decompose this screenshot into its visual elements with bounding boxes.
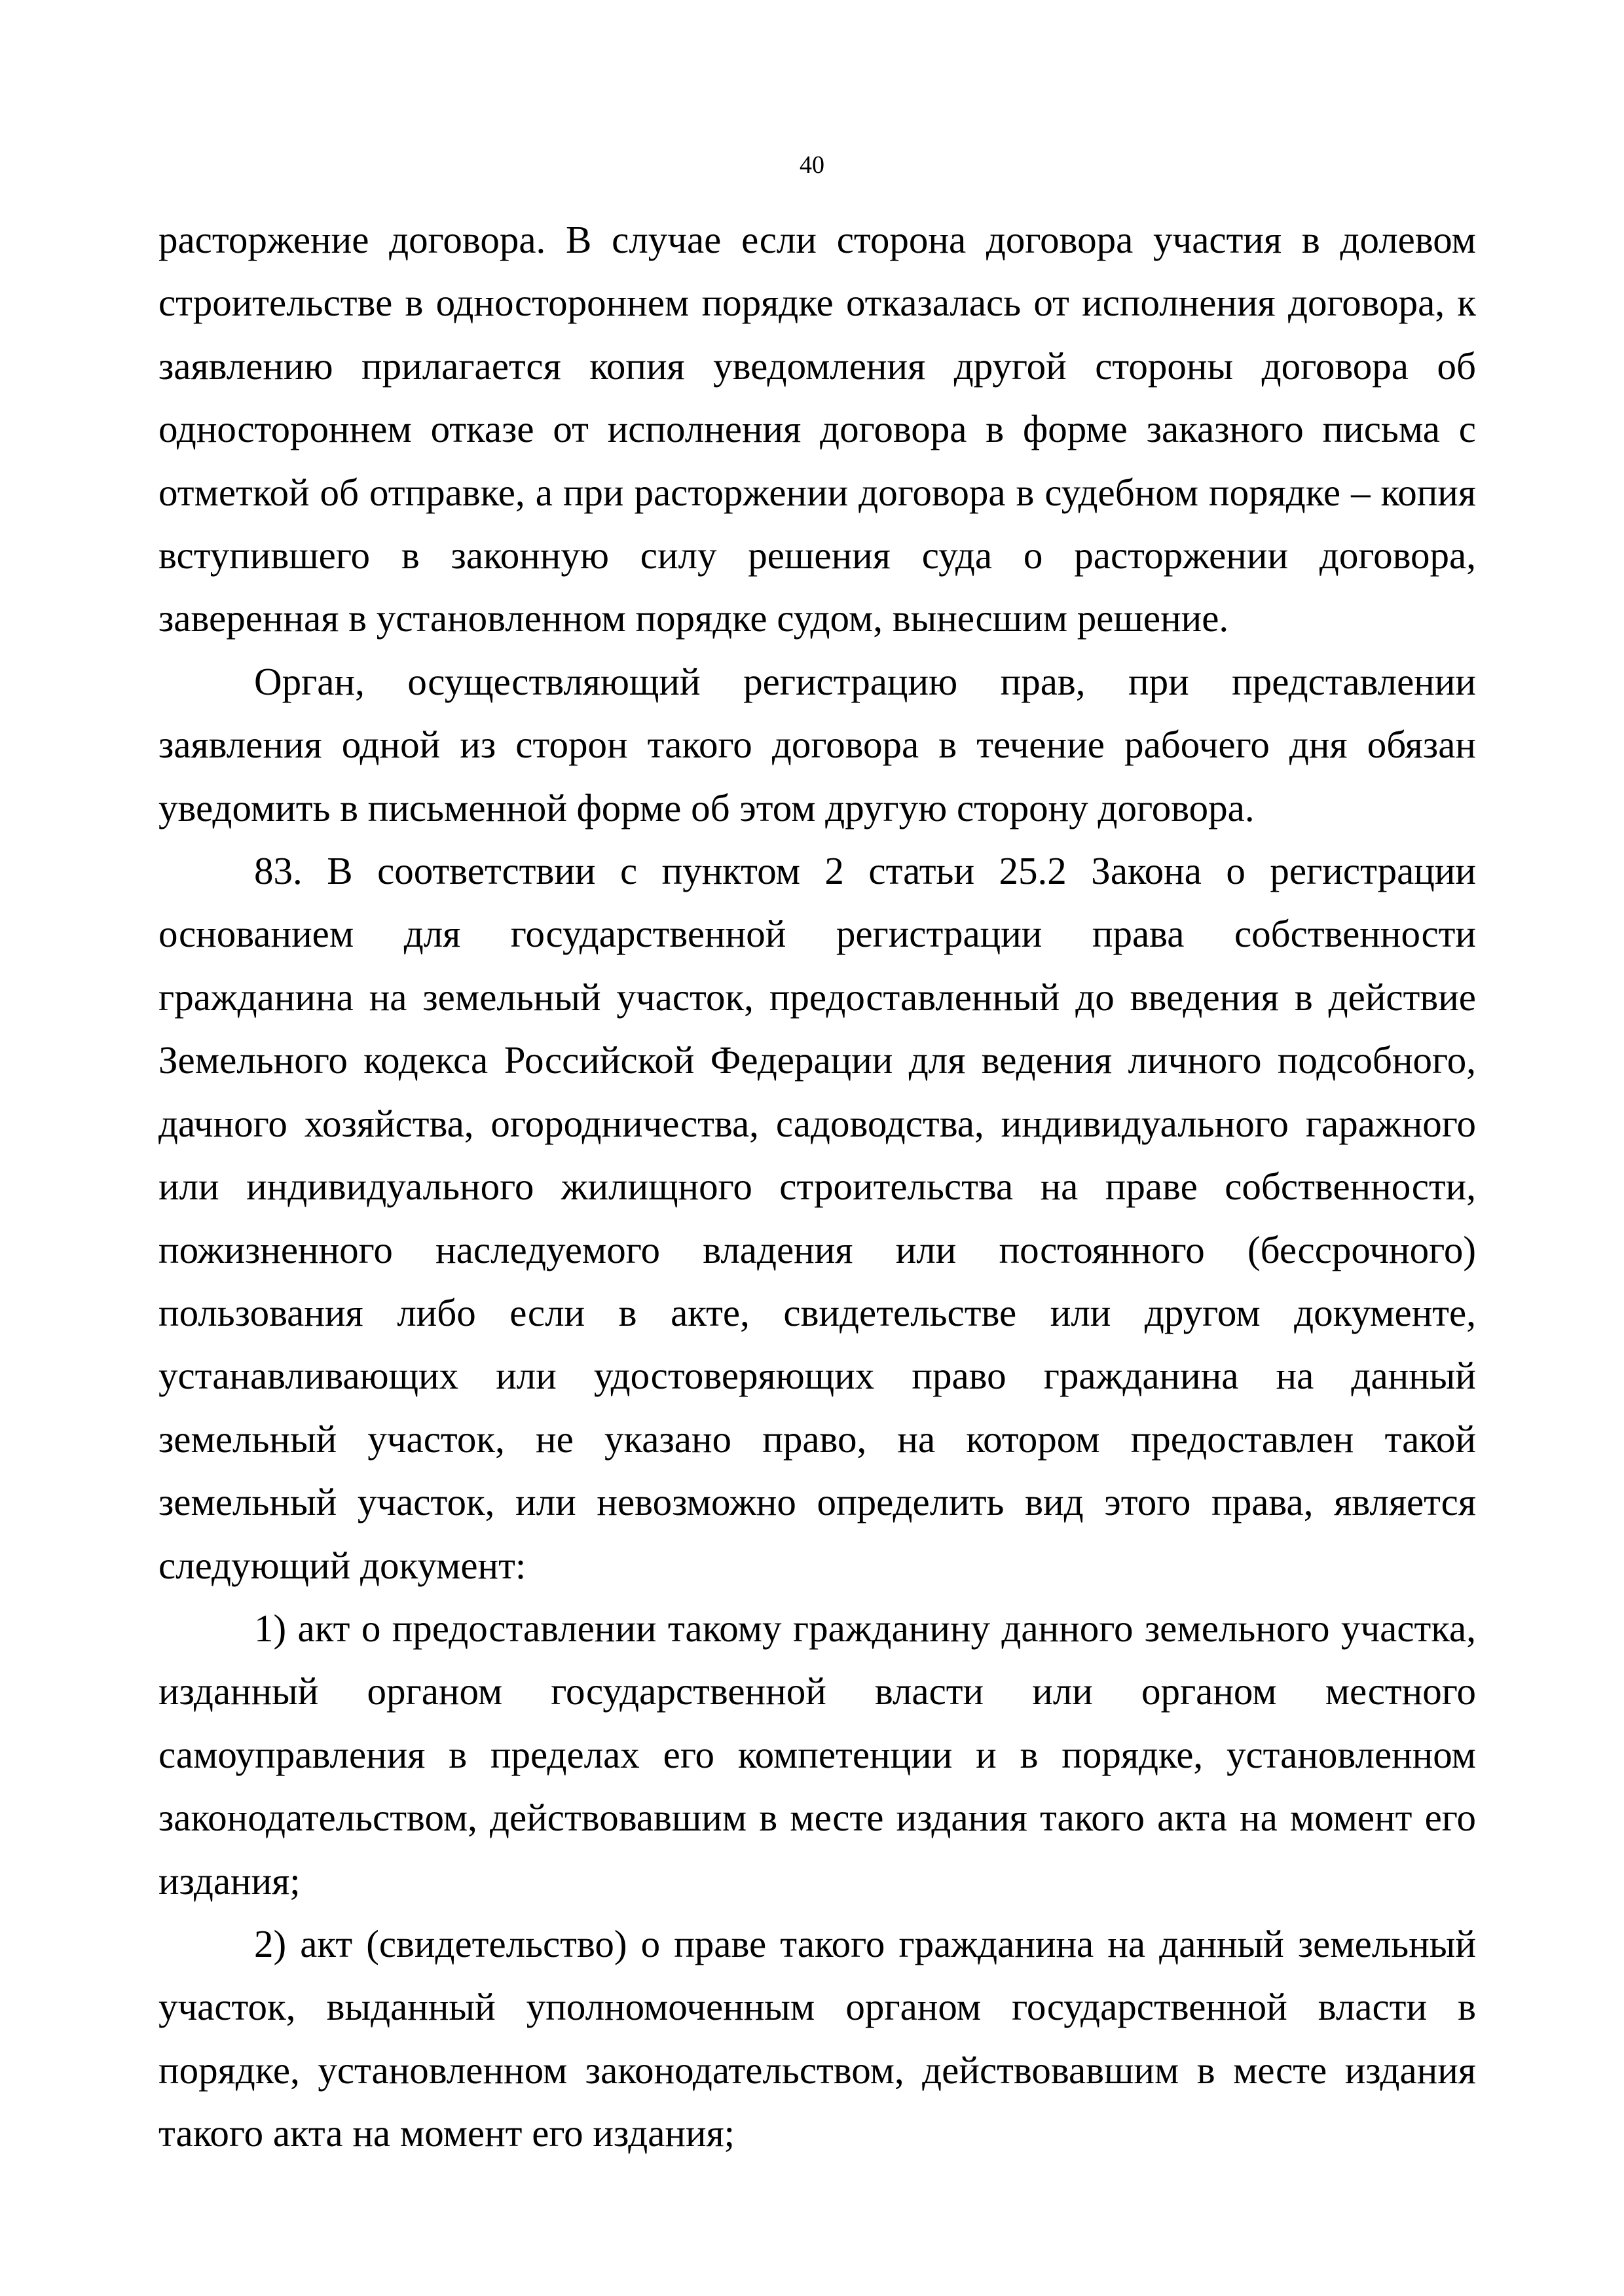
paragraph-continuation: расторжение договора. В случае если сторона договора участия в долевом строительстве в одностороннем порядке отказалась от исполнения договора, к заявлению прилагается копия уведомления другой стороны договора об одностороннем отказе от исполнения договора в форме заказного письма с отметкой об отправке, а при расторжении договора в судебном порядке – копия вступившего в законную силу решения суда о расторжении договора, заверенная в установленном порядке судом, вынесшим решение. [158, 218, 1476, 640]
list-item-1: 1) акт о предоставлении такому гражданину данного земельного участка, изданный органом государственной власти или органом местного самоуправления в пределах его компетенции и в порядке, установленном законодательством, действовавшим в месте издания такого акта на момент его издания; [158, 1606, 1476, 1903]
page-number: 40 [800, 151, 824, 179]
list-item-2: 2) акт (свидетельство) о праве такого гражданина на данный земельный участок, выданный уполномоченным органом государственной власти в порядке, установленном законодательством, действовавшим в месте издания такого акта на момент его издания; [158, 1922, 1476, 2155]
document-body [158, 208, 1476, 2165]
paragraph-item-83: 83. В соответствии с пунктом 2 статьи 25.2 Закона о регистрации основанием для государственной регистрации права собственности гражданина на земельный участок, предоставленный до введения в действие Земельного кодекса Российской Федерации для ведения личного подсобного, дачного хозяйства, огородничества, садоводства, индивидуального гаражного или индивидуального жилищного строительства на праве собственности, пожизненного наследуемого владения или постоянного (бессрочного) пользования либо если в акте, свидетельстве или другом документе, устанавливающих или удостоверяющих право гражданина на данный земельный участок, не указано право, на котором предоставлен такой земельный участок, или невозможно определить вид этого права, является следующий документ: [158, 849, 1476, 1587]
paragraph-registration-authority: Орган, осуществляющий регистрацию прав, при представлении заявления одной из сторон такого договора в течение рабочего дня обязан уведомить в письменной форме об этом другую сторону договора. [158, 659, 1476, 829]
